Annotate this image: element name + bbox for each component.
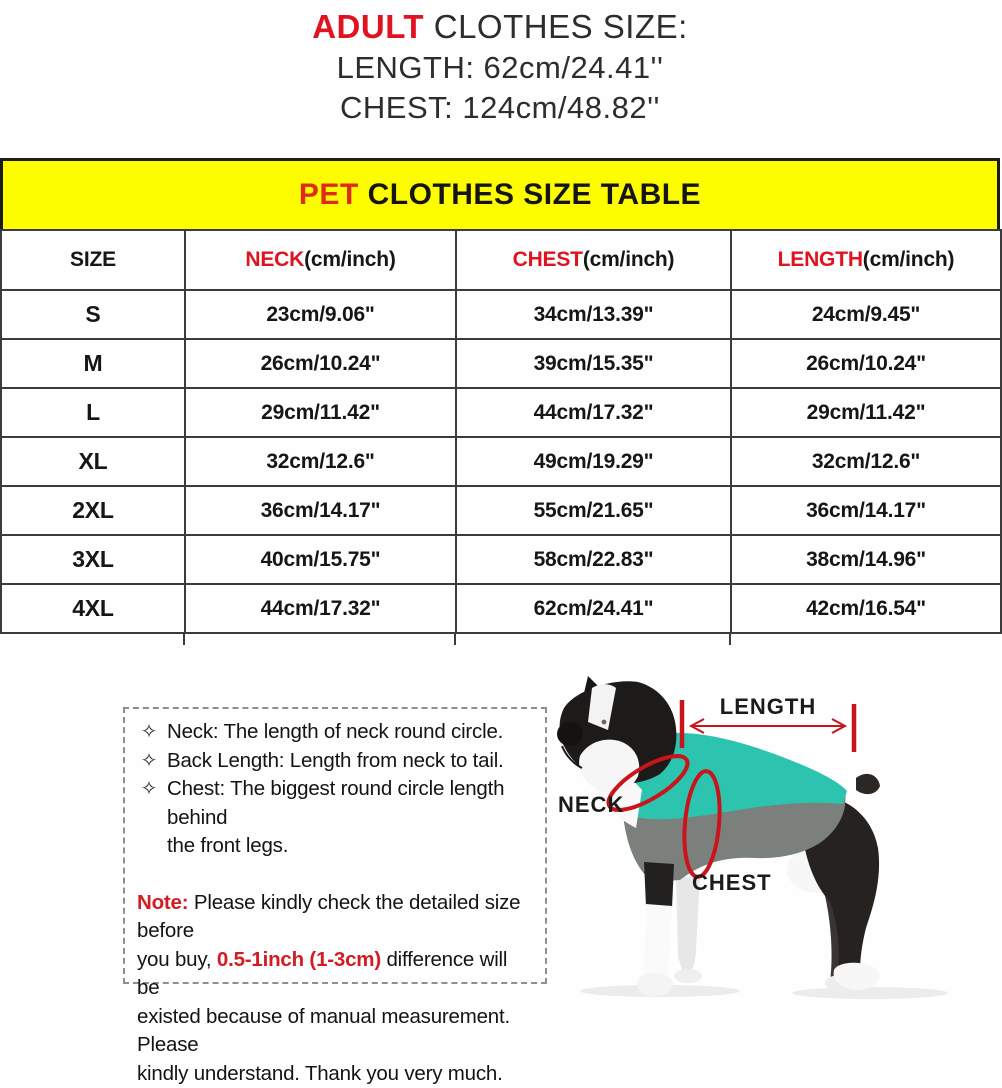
neck-cell: 32cm/12.6" bbox=[185, 437, 456, 486]
note-paragraph bbox=[137, 889, 535, 1088]
col-header-neck-highlight: NECK bbox=[245, 248, 304, 271]
length-cell: 26cm/10.24" bbox=[731, 339, 1001, 388]
table-header-row bbox=[1, 230, 1001, 290]
length-cell: 38cm/14.96" bbox=[731, 535, 1001, 584]
length-cell: 42cm/16.54" bbox=[731, 584, 1001, 633]
note-highlight: 0.5-1inch (1-3cm) bbox=[217, 948, 381, 971]
note-line2b: difference will be bbox=[137, 948, 507, 1000]
adult-chest-line: CHEST: 124cm/48.82'' bbox=[0, 88, 1000, 128]
length-cell: 29cm/11.42" bbox=[731, 388, 1001, 437]
banner-title bbox=[299, 178, 701, 212]
col-header-size: SIZE bbox=[1, 230, 185, 290]
col-header-length-highlight: LENGTH bbox=[778, 248, 863, 271]
chest-cell: 62cm/24.41" bbox=[456, 584, 731, 633]
size-cell: 4XL bbox=[1, 584, 185, 633]
length-cell: 36cm/14.17" bbox=[731, 486, 1001, 535]
note-bullet-neck bbox=[131, 718, 535, 747]
table-row-xl bbox=[1, 437, 1001, 486]
adult-size-title-highlight: ADULT bbox=[312, 8, 424, 45]
note-label: Note: bbox=[137, 891, 188, 914]
table-row-s bbox=[1, 290, 1001, 339]
note-line4: kindly understand. Thank you very much. bbox=[137, 1062, 503, 1085]
length-cell: 24cm/9.45" bbox=[731, 290, 1001, 339]
chest-cell: 34cm/13.39" bbox=[456, 290, 731, 339]
bullet-text: Back Length: Length from neck to tail. bbox=[167, 747, 504, 776]
table-row-l bbox=[1, 388, 1001, 437]
diamond-bullet-icon: ✧ bbox=[131, 775, 167, 804]
banner-title-rest: CLOTHES SIZE TABLE bbox=[359, 178, 701, 211]
col-header-neck-unit: (cm/inch) bbox=[304, 248, 396, 271]
adult-length-line: LENGTH: 62cm/24.41'' bbox=[0, 48, 1000, 88]
length-label: LENGTH bbox=[720, 694, 816, 719]
note-line1: Please kindly check the detailed size before bbox=[137, 891, 520, 943]
chest-cell: 39cm/15.35" bbox=[456, 339, 731, 388]
note-bullet-back-length bbox=[131, 747, 535, 776]
note-line3: existed because of manual measurement. Please bbox=[137, 1005, 510, 1057]
table-gridline-stub bbox=[729, 632, 731, 645]
size-cell: XL bbox=[1, 437, 185, 486]
col-header-chest-unit: (cm/inch) bbox=[583, 248, 675, 271]
table-row-2xl bbox=[1, 486, 1001, 535]
table-gridline-stub bbox=[454, 632, 456, 645]
neck-label: NECK bbox=[558, 792, 624, 817]
banner-title-highlight: PET bbox=[299, 178, 359, 211]
col-header-chest-highlight: CHEST bbox=[513, 248, 583, 271]
size-cell: 3XL bbox=[1, 535, 185, 584]
table-row-m bbox=[1, 339, 1001, 388]
chest-cell: 58cm/22.83" bbox=[456, 535, 731, 584]
bullet-text bbox=[167, 775, 535, 861]
neck-cell: 36cm/14.17" bbox=[185, 486, 456, 535]
diamond-bullet-icon: ✧ bbox=[131, 747, 167, 776]
table-title-banner bbox=[0, 158, 1000, 229]
adult-size-title bbox=[0, 6, 1000, 48]
floor-shadow bbox=[580, 985, 948, 999]
neck-cell: 29cm/11.42" bbox=[185, 388, 456, 437]
length-cell: 32cm/12.6" bbox=[731, 437, 1001, 486]
size-cell: 2XL bbox=[1, 486, 185, 535]
size-cell: L bbox=[1, 388, 185, 437]
chest-cell: 55cm/21.65" bbox=[456, 486, 731, 535]
col-header-chest bbox=[456, 230, 731, 290]
neck-cell: 40cm/15.75" bbox=[185, 535, 456, 584]
bullet-text: Neck: The length of neck round circle. bbox=[167, 718, 503, 747]
diamond-bullet-icon: ✧ bbox=[131, 718, 167, 747]
col-header-length bbox=[731, 230, 1001, 290]
adult-size-header bbox=[0, 6, 1000, 128]
col-header-length-unit: (cm/inch) bbox=[863, 248, 955, 271]
bullet-text-line2: the front legs. bbox=[167, 834, 288, 857]
chest-cell: 44cm/17.32" bbox=[456, 388, 731, 437]
measurement-notes-box bbox=[123, 707, 547, 984]
col-header-neck bbox=[185, 230, 456, 290]
note-bullet-chest bbox=[131, 775, 535, 861]
chest-label: CHEST bbox=[692, 870, 772, 895]
dog-measurement-diagram bbox=[540, 650, 1000, 1000]
adult-size-title-rest: CLOTHES SIZE: bbox=[424, 8, 688, 45]
size-cell: S bbox=[1, 290, 185, 339]
table-gridline-stub bbox=[183, 632, 185, 645]
pet-size-table bbox=[0, 229, 1002, 634]
neck-cell: 44cm/17.32" bbox=[185, 584, 456, 633]
size-cell: M bbox=[1, 339, 185, 388]
bullet-text-line1: Chest: The biggest round circle length behind bbox=[167, 777, 504, 829]
table-row-4xl bbox=[1, 584, 1001, 633]
neck-cell: 23cm/9.06" bbox=[185, 290, 456, 339]
note-line2a: you buy, bbox=[137, 948, 217, 971]
neck-cell: 26cm/10.24" bbox=[185, 339, 456, 388]
chest-cell: 49cm/19.29" bbox=[456, 437, 731, 486]
table-row-3xl bbox=[1, 535, 1001, 584]
